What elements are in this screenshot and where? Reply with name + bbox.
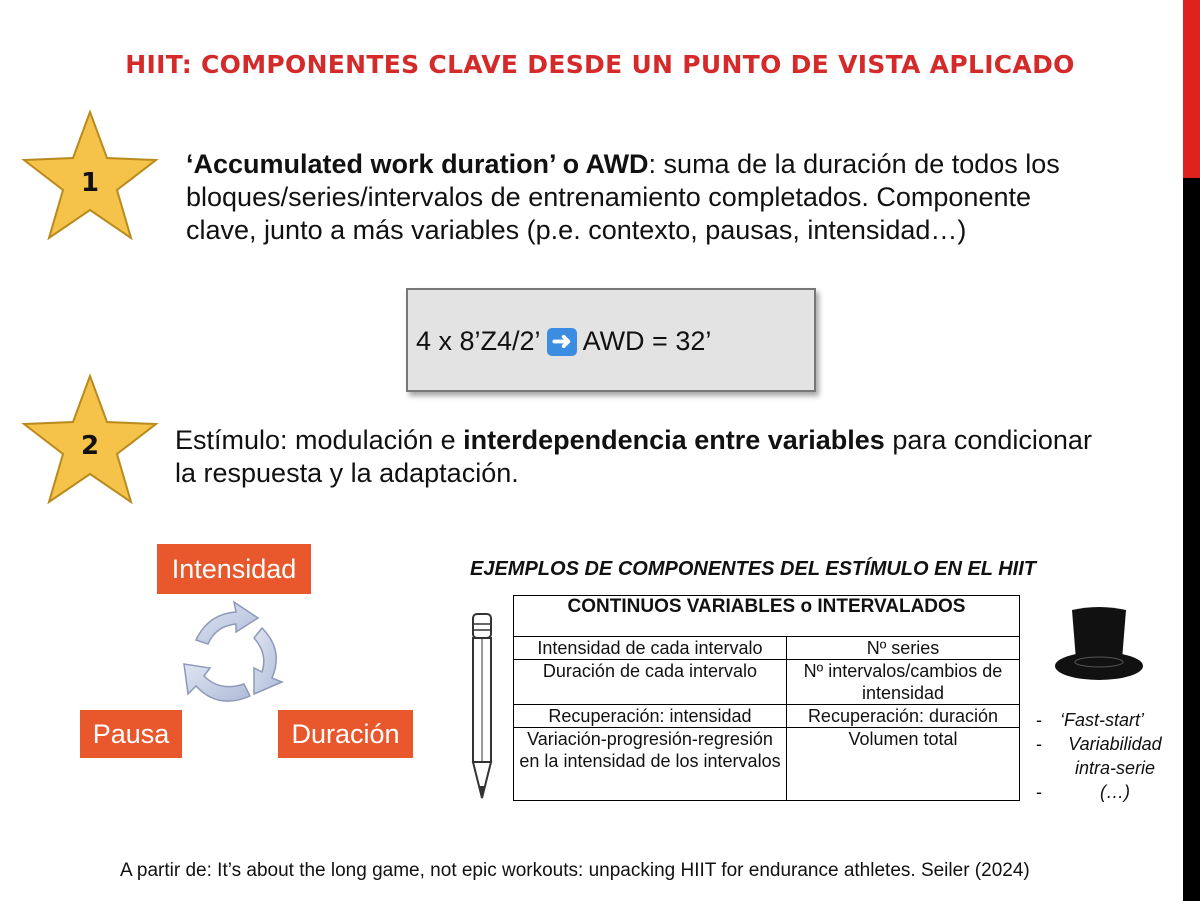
- table-row: [514, 705, 1020, 728]
- cycle-arrows-icon: [174, 598, 294, 708]
- list-item: - Variabilidad intra-serie: [1036, 734, 1162, 778]
- point-2-bold: interdependencia entre variables: [463, 425, 885, 455]
- list-item: - ‘Fast-start’: [1036, 710, 1145, 730]
- awd-example-right: AWD = 32’: [582, 326, 712, 356]
- table-cell: Duración de cada intervalo: [514, 660, 787, 705]
- examples-table: [513, 595, 1020, 801]
- pencil-icon: [468, 612, 496, 802]
- point-1-number: 1: [80, 168, 100, 198]
- cycle-label-pausa: Pausa: [80, 710, 182, 758]
- table-row: [514, 728, 1020, 801]
- table-row: [514, 637, 1020, 660]
- right-arrow-icon: ➜: [547, 328, 577, 356]
- table-row: [514, 660, 1020, 705]
- point-2-text: [175, 424, 1095, 490]
- awd-example: [416, 326, 711, 357]
- table-cell: Nº intervalos/cambios de intensidad: [787, 660, 1020, 705]
- accent-bar-red: [1183, 0, 1200, 178]
- source-citation: A partir de: It’s about the long game, not epic workouts: unpacking HIIT for endurance athletes. Seiler (2024): [120, 860, 1030, 881]
- examples-title: EJEMPLOS DE COMPONENTES DEL ESTÍMULO EN EL HIIT: [470, 558, 1036, 580]
- point-1-text: [186, 148, 1106, 247]
- cycle-label-intensidad: Intensidad: [157, 544, 311, 594]
- table-cell: Variación-progresión-regresión en la intensidad de los intervalos: [514, 728, 787, 801]
- list-item: - (…): [1036, 782, 1130, 802]
- table-cell: Volumen total: [787, 728, 1020, 801]
- cycle-label-duracion: Duración: [278, 710, 413, 758]
- point-1-bold: ‘Accumulated work duration’ o AWD: [186, 149, 649, 179]
- table-cell: Recuperación: intensidad: [514, 705, 787, 728]
- slide-title: HIIT: COMPONENTES CLAVE DESDE UN PUNTO DE VISTA APLICADO: [125, 50, 1075, 79]
- point-2-number: 2: [80, 431, 100, 461]
- point-2-after: para condicionar la respuesta y la adaptación.: [175, 425, 1092, 488]
- table-cell: Nº series: [787, 637, 1020, 660]
- hat-list: [1036, 708, 1186, 804]
- table-header: CONTINUOS VARIABLES o INTERVALADOS: [514, 596, 1020, 637]
- top-hat-icon: [1052, 604, 1146, 686]
- point-2-before: Estímulo: modulación e: [175, 425, 464, 455]
- table-cell: Intensidad de cada intervalo: [514, 637, 787, 660]
- awd-example-left: 4 x 8’Z4/2’: [416, 326, 541, 356]
- point-1-body: : suma de la duración de todos los bloques/series/intervalos de entrenamiento completados. Componente clave, junto a más variables (p.e. contexto, pausas, intensidad…): [186, 149, 1060, 245]
- table-cell: Recuperación: duración: [787, 705, 1020, 728]
